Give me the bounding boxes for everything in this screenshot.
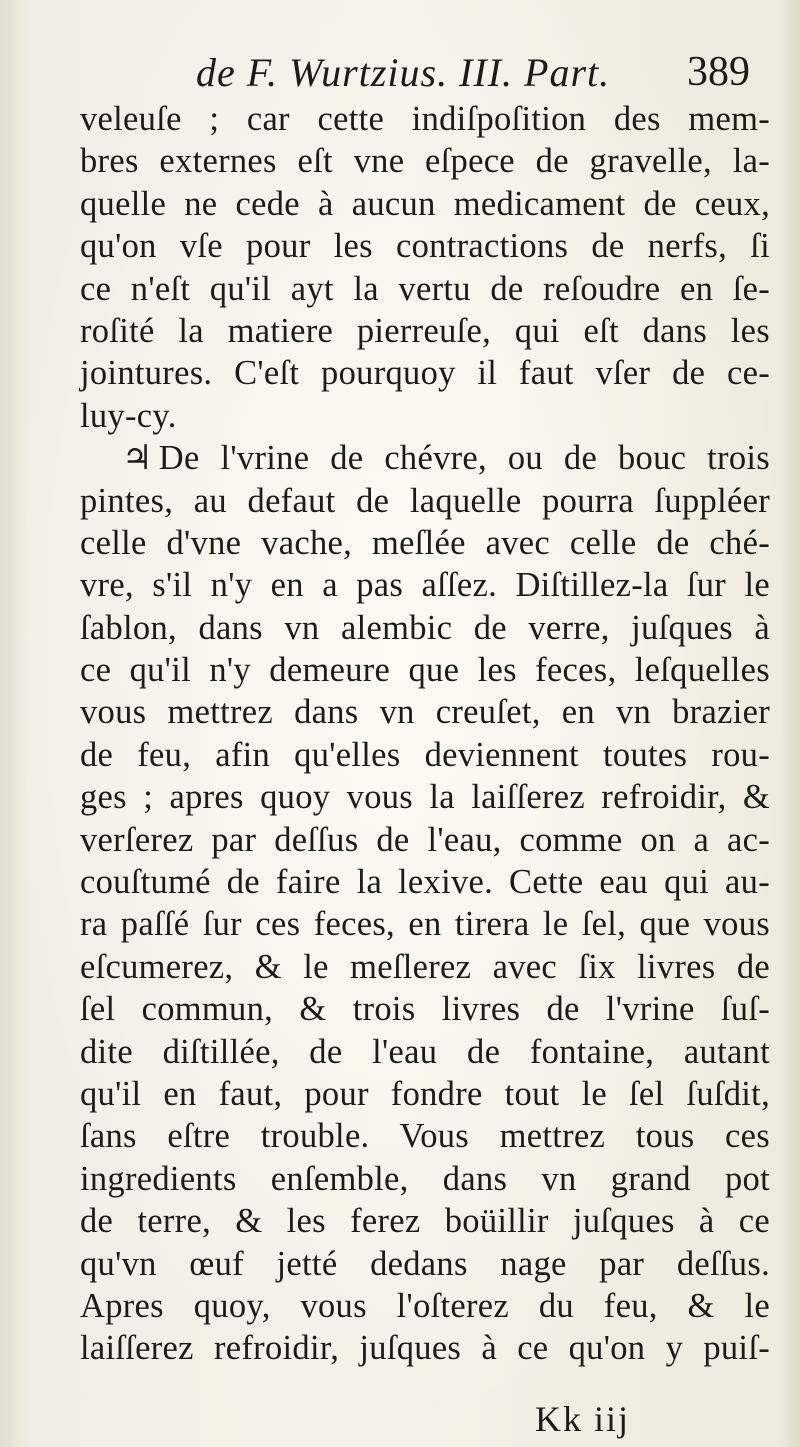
page-header [196, 36, 760, 96]
running-head: de F. Wurtzius. III. Part. [196, 50, 611, 95]
text-line: ra paſſé ſur ces feces, en tirera le ſel, que vous [80, 905, 770, 944]
text-line: couſtumé de faire la lexive. Cette eau qui au- [80, 863, 770, 902]
text-line: ingredients enſemble, dans vn grand pot [80, 1159, 770, 1198]
text-line: eſcumerez, & le meſlerez avec ſix livres de [80, 947, 770, 986]
text-line: de terre, & les ferez boüillir juſques à ce [80, 1202, 770, 1241]
text-line: de feu, afin qu'elles deviennent toutes rou- [80, 735, 770, 774]
text-line: ce n'eſt qu'il ayt la vertu de reſoudre en ſe- [80, 269, 770, 308]
text-line: ges ; apres quoy vous la laiſſerez refroidir, & [80, 778, 770, 817]
text-line: celle d'vne vache, meſlée avec celle de ché- [80, 523, 770, 562]
text-line: quelle ne cede à aucun medicament de ceux, [80, 184, 770, 223]
text-line-recipe-start [80, 437, 770, 479]
text-line: jointures. C'eſt pourquoy il faut vſer de ce- [80, 354, 770, 393]
text-line: qu'on vſe pour les contractions de nerfs, ſi [80, 227, 770, 266]
text-line: bres externes eſt vne eſpece de gravelle, la- [80, 142, 770, 181]
text-line: qu'il en faut, pour fondre tout le ſel ſuſdit, [80, 1074, 770, 1113]
text-line: ſel commun, & trois livres de l'vrine ſuſ- [80, 990, 770, 1029]
text-line: verſerez par deſſus de l'eau, comme on a ac- [80, 820, 770, 859]
text-line: ſans eſtre trouble. Vous mettrez tous ces [80, 1117, 770, 1156]
text-line: vous mettrez dans vn creuſet, en vn brazier [80, 693, 770, 732]
page-number: 389 [687, 49, 750, 95]
text-line: luy-cy. [80, 396, 177, 435]
text-line: ce qu'il n'y demeure que les feces, leſquelles [80, 651, 770, 690]
text-line: roſité la matiere pierreuſe, qui eſt dans les [80, 311, 770, 350]
text-line: veleuſe ; car cette indiſpoſition des mem- [80, 100, 770, 138]
body-text [80, 98, 770, 1370]
recipe-symbol-icon: ♃ [122, 440, 153, 478]
text-line-content: De l'vrine de chévre, ou de bouc trois [158, 439, 770, 478]
text-line: pintes, au defaut de laquelle pourra ſuppléer [80, 481, 770, 520]
text-line: qu'vn œuf jetté dedans nage par deſſus. [80, 1244, 770, 1283]
catchword-signature: Kk iij [535, 1399, 631, 1439]
text-line: Apres quoy, vous l'oſterez du feu, & le [80, 1286, 770, 1325]
text-line: laiſſerez refroidir, juſques à ce qu'on y puiſ- [80, 1329, 770, 1368]
text-line: dite diſtillée, de l'eau de fontaine, autant [80, 1032, 770, 1071]
text-line: ſablon, dans vn alembic de verre, juſques à [80, 608, 770, 647]
text-line: vre, s'il n'y en a pas aſſez. Diſtillez-la ſur le [80, 566, 770, 605]
